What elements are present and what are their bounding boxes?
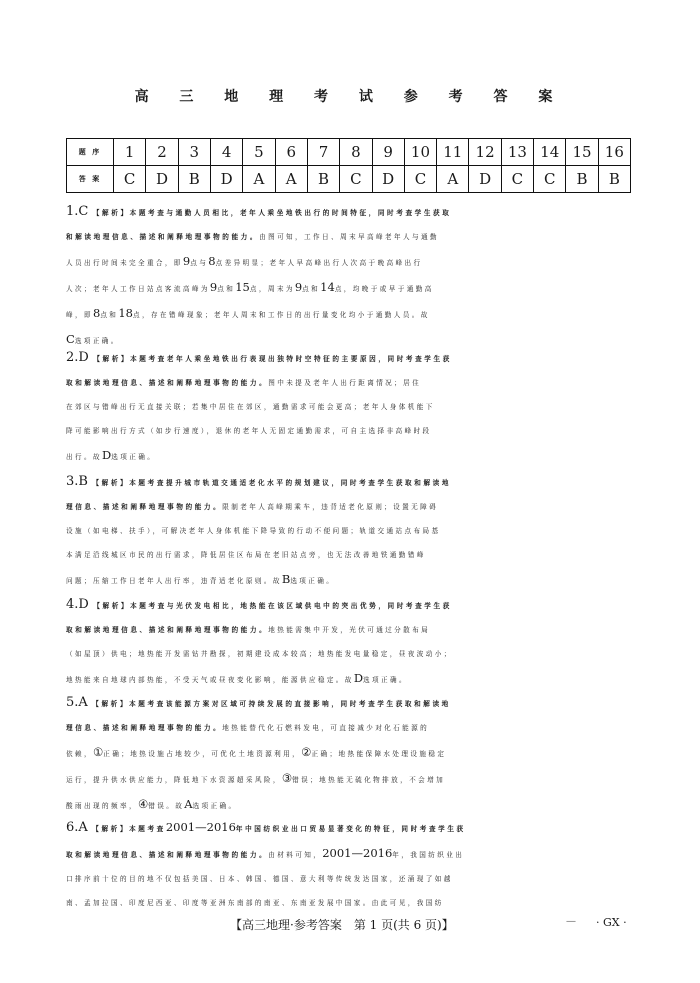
numeral-text: 9 [294, 280, 303, 294]
question-line [66, 395, 638, 419]
answer-table [66, 138, 631, 193]
bold-text: 【解析】本题考查与光伏发电相比，地热能在该区域供电中的突出优势，同时考查学生获 [93, 602, 452, 610]
question-number: 1.C [66, 204, 89, 219]
body-text: 依赖， [66, 750, 93, 758]
question-line [66, 841, 638, 867]
numeral-text: ③ [281, 771, 293, 785]
bold-text: 【解析】本题考查提升城市轨道交通适老化水平的规划建议，同时考查学生获取和解读地 [92, 479, 452, 487]
footer-page-info: 【高三地理·参考答案 第 1 页(共 6 页)】 [230, 918, 454, 932]
question-number-cell: 15 [566, 139, 598, 166]
question-number-cell: 1 [114, 139, 146, 166]
body-text: 设施（如电梯、扶手），可解决老年人身体机能下降导致的行动不便问题；轨道交通站点布局基 [66, 527, 441, 535]
numeral-text: C [66, 332, 75, 346]
question-number: 6.A [66, 820, 88, 835]
question-number-cell: 12 [469, 139, 501, 166]
numeral-text: 2001—2016 [165, 820, 236, 834]
numeral-text: A [184, 797, 193, 811]
answer-cell: C [404, 166, 436, 193]
body-text: 错误；地热能无硫化物排放，不会增加 [292, 776, 446, 784]
answer-cell: A [243, 166, 275, 193]
answer-cell: D [372, 166, 404, 193]
bold-text: 理信息、描述和阐释地理事物的能力。 [66, 724, 223, 732]
body-text: 本满足沿线城区市民的出行需求，降低居住区布局在老旧站点旁，也无法改善地铁通勤错峰 [66, 551, 426, 559]
body-text: 降可能影响出行方式（如步行速度），退休的老年人无固定通勤需求，可自主选择非高峰时段 [66, 427, 432, 435]
bold-text: 理信息、描述和阐释地理事物的能力。 [66, 503, 223, 511]
question-line [66, 691, 638, 716]
bold-text: 【解析】本题考查 [92, 825, 166, 833]
body-text: 点，周末为 [249, 285, 295, 293]
body-text: 峰，即 [66, 311, 93, 319]
answer-cell: C [340, 166, 372, 193]
body-text: 点差异明显；老年人早高峰出行人次高于晚高峰出行 [215, 259, 423, 267]
answer-cell: A [275, 166, 307, 193]
body-text: 选项正确。 [290, 577, 336, 585]
question-line [66, 666, 638, 692]
body-text: 口排序前十位的目的地不仅包括美国、日本、韩国、德国、意大利等传统发达国家，还涌现了如越 [66, 875, 453, 883]
body-text: 地热能来自地球内部热能，不受天气或昼夜变化影响，能源供应稳定。故 [66, 676, 354, 684]
question-line [66, 716, 638, 740]
question-3 [66, 470, 638, 593]
question-line [66, 593, 638, 618]
body-text: 点和 [302, 285, 321, 293]
bold-text: 【解析】本题考查老年人乘坐地铁出行表现出独特时空特征的主要原因，同时考查学生获 [93, 355, 452, 363]
answer-cell: A [437, 166, 469, 193]
body-text: （如屋顶）供电；地热能开发需钻井勘探，初期建设成本较高；地热能发电量稳定，昼夜波动小； [66, 650, 453, 658]
row-label-number: 题 序 [67, 139, 114, 166]
numeral-text: B [281, 572, 291, 586]
body-text: 由材料可知， [268, 851, 323, 859]
numeral-text: 15 [235, 280, 250, 294]
question-line [66, 200, 638, 225]
answer-cell: D [146, 166, 178, 193]
answer-cell: D [469, 166, 501, 193]
question-line [66, 891, 638, 915]
body-text: 酸雨出现的频率， [66, 802, 138, 810]
question-number-cell: 14 [534, 139, 566, 166]
question-line [66, 618, 638, 642]
answer-cell: D [210, 166, 242, 193]
question-number: 4.D [66, 597, 89, 612]
question-number-cell: 8 [340, 139, 372, 166]
question-line [66, 346, 638, 371]
numeral-text: ① [92, 745, 104, 759]
body-text: 图中未提及老年人出行距离情况；居住 [268, 379, 422, 387]
body-text: 选项正确。 [363, 676, 409, 684]
bold-text: 【解析】本题考查该能源方案对区域可持续发展的直接影响，同时考查学生获取和解读地 [92, 700, 451, 708]
question-line [66, 301, 638, 327]
question-line [66, 815, 638, 841]
numeral-text: ④ [137, 797, 149, 811]
body-text: 在郊区与错峰出行无直接关联；若集中居住在郊区，通勤需求可能会更高；老年人身体机能下 [66, 403, 435, 411]
question-number-cell: 4 [210, 139, 242, 166]
question-line [66, 642, 638, 666]
question-number: 3.B [66, 474, 88, 489]
question-2 [66, 346, 638, 469]
answer-cell: C [501, 166, 533, 193]
row-label-answer: 答 案 [67, 166, 114, 193]
bold-text: 取和解读地理信息、描述和阐释地理事物的能力。 [66, 851, 269, 859]
question-number-cell: 16 [598, 139, 630, 166]
question-number-cell: 3 [178, 139, 210, 166]
question-number-row [67, 139, 631, 166]
question-line [66, 419, 638, 443]
numeral-text: 2001—2016 [322, 846, 393, 860]
body-text: 选项正确。 [74, 337, 120, 345]
body-text: 运行，提升供水供应能力，降低地下水资源超采风险， [66, 776, 282, 784]
bold-text: 【解析】本题考查与通勤人员相比，老年人乘坐地铁出行的时间特征，同时考查学生获取 [92, 209, 452, 217]
question-number-cell: 9 [372, 139, 404, 166]
question-1 [66, 200, 638, 353]
question-line [66, 567, 638, 593]
numeral-text: ② [301, 745, 312, 759]
body-text: 点和 [217, 285, 236, 293]
body-text: 错误。故 [148, 802, 185, 810]
body-text: 点和 [100, 311, 119, 319]
body-text: 正确；地热能保障水处理设施稳定 [311, 750, 447, 758]
numeral-text: 18 [118, 306, 133, 320]
answer-cell: B [566, 166, 598, 193]
answer-cell: B [307, 166, 339, 193]
footer-dash: — [566, 916, 576, 927]
question-line [66, 249, 638, 275]
question-line [66, 740, 638, 766]
body-text: 地热能替代化石燃料发电，可直接减少对化石能源的 [222, 724, 430, 732]
question-number-cell: 2 [146, 139, 178, 166]
answer-cell: C [114, 166, 146, 193]
body-text: 正确；地热设施占地较少，可优化土地资源利用， [103, 750, 302, 758]
body-text: 地热能需集中开发，光伏可通过分散布局 [268, 626, 431, 634]
question-number: 2.D [66, 350, 89, 365]
body-text: 人次；老年人工作日站点客流高峰为 [66, 285, 210, 293]
body-text: 限制老年人高峰期乘车，违背适老化原则；设置无障碍 [222, 503, 439, 511]
body-text: 出行。故 [66, 453, 102, 461]
question-line [66, 495, 638, 519]
question-5 [66, 691, 638, 818]
bold-text: 和解读地理信息、描述和阐释地理事物的能力。 [66, 233, 260, 241]
question-number-cell: 5 [243, 139, 275, 166]
body-text: 南、孟加拉国、印度尼西亚、印度等亚洲东南部的南亚、东南亚发展中国家。由此可见，我国纺 [66, 899, 444, 907]
answer-cell: B [598, 166, 630, 193]
footer-code: · GX · [596, 916, 627, 929]
question-line [66, 470, 638, 495]
body-text: 点，存在错峰现象；老年人周末和工作日的出行量变化均小于通勤人员。故 [132, 311, 430, 319]
numeral-text: 14 [320, 280, 335, 294]
numeral-text: 9 [182, 254, 191, 268]
question-line [66, 519, 638, 543]
bold-text: 取和解读地理信息、描述和阐释地理事物的能力。 [66, 379, 269, 387]
question-line [66, 766, 638, 792]
body-text: 点，均晚于或早于通勤高 [334, 285, 434, 293]
body-text: 选项正确。 [192, 802, 238, 810]
answer-cell: B [178, 166, 210, 193]
body-text: 选项正确。 [111, 453, 157, 461]
body-text: 点与 [190, 259, 209, 267]
question-4 [66, 593, 638, 692]
question-line [66, 225, 638, 249]
body-text: 问题；压缩工作日老年人出行率，违背适老化原则。故 [66, 577, 282, 585]
question-line [66, 443, 638, 469]
answer-row [67, 166, 631, 193]
answer-cell: C [534, 166, 566, 193]
question-number-cell: 11 [437, 139, 469, 166]
bold-text: 年中国纺织业出口贸易显著变化的特征，同时考查学生获 [235, 825, 466, 833]
numeral-text: 8 [208, 254, 216, 268]
question-line [66, 543, 638, 567]
bold-text: 取和解读地理信息、描述和阐释地理事物的能力。 [66, 626, 269, 634]
numeral-text: D [353, 671, 364, 685]
question-6 [66, 815, 638, 915]
question-number-cell: 13 [501, 139, 533, 166]
question-line [66, 275, 638, 301]
numeral-text: D [101, 448, 112, 462]
question-line [66, 371, 638, 395]
question-number: 5.A [66, 695, 88, 710]
body-text: 人员出行时间未完全重合，即 [66, 259, 183, 267]
body-text: 由图可知，工作日、周末早高峰老年人与通勤 [259, 233, 439, 241]
question-number-cell: 10 [404, 139, 436, 166]
question-number-cell: 7 [307, 139, 339, 166]
numeral-text: 9 [209, 280, 218, 294]
body-text: 年，我国纺织业出 [392, 851, 465, 859]
question-line [66, 867, 638, 891]
question-number-cell: 6 [275, 139, 307, 166]
page-title: 高 三 地 理 考 试 参 考 答 案 [134, 89, 566, 105]
numeral-text: 8 [92, 306, 101, 320]
